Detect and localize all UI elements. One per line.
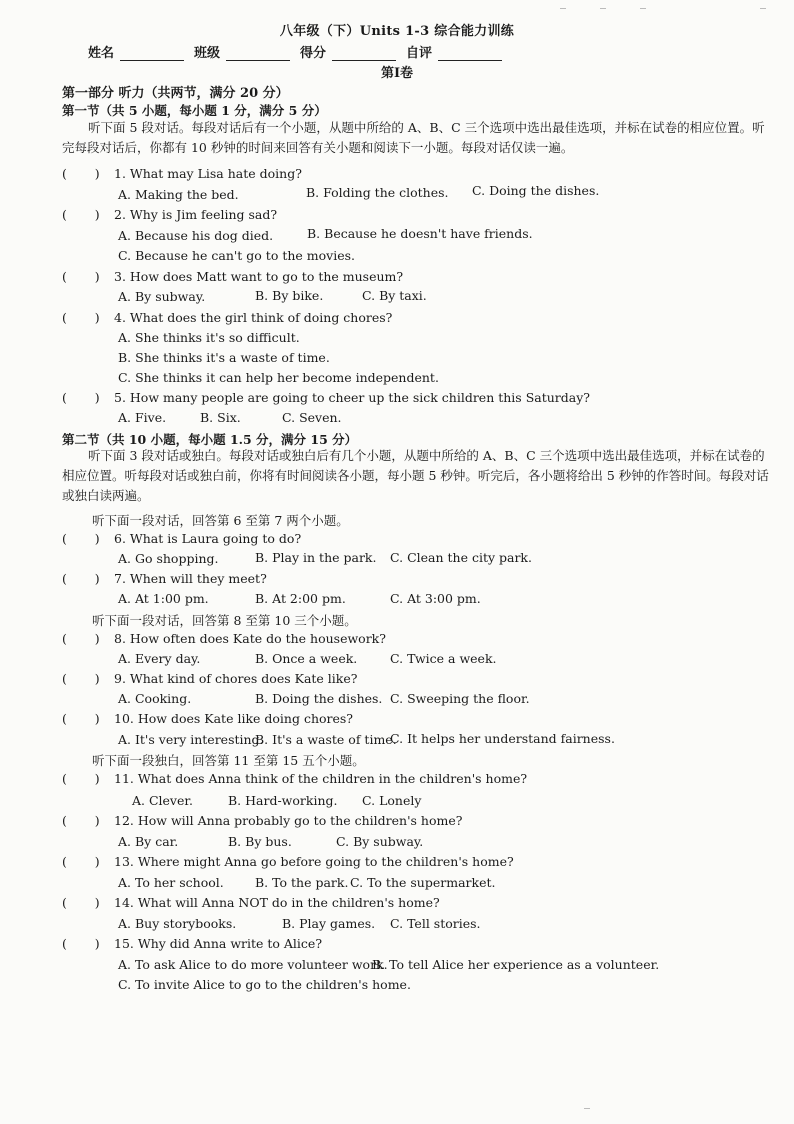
option-c[interactable]: C. Clean the city park. <box>390 550 532 565</box>
option-c[interactable]: C. She thinks it can help her become independent. <box>118 370 439 385</box>
section1-instruction: 听下面 5 段对话。每段对话后有一个小题，从题中所给的 A、B、C 三个选项中选出最佳选项，并标在试卷的相应位置。听完每段对话后，你都有 10 秒钟的时间来回答有关小题和阅读下一小题。每段对话仅读一遍。 <box>62 120 765 155</box>
question-text: 11. What does Anna think of the children in the children's home? <box>114 771 528 786</box>
option-a[interactable]: A. She thinks it's so difficult. <box>118 330 300 345</box>
student-info-row <box>88 42 548 61</box>
option-c[interactable]: C. Sweeping the floor. <box>390 691 530 706</box>
option-a[interactable]: A. Cooking. <box>118 691 192 706</box>
question-text: 9. What kind of chores does Kate like? <box>114 671 358 686</box>
section1-heading: 第一节（共 5 小题，每小题 1 分，满分 5 分） <box>62 103 327 118</box>
option-a[interactable]: A. Buy storybooks. <box>118 916 237 931</box>
section2-heading: 第二节（共 10 小题，每小题 1.5 分，满分 15 分） <box>62 432 358 447</box>
question-text: 3. How does Matt want to go to the museum? <box>114 269 404 284</box>
question-text: 15. Why did Anna write to Alice? <box>114 936 323 951</box>
score-field[interactable]: 得分 <box>300 42 396 61</box>
answer-bracket[interactable]: ( ) <box>62 166 100 181</box>
option-c[interactable]: C. Doing the dishes. <box>472 183 600 198</box>
option-b[interactable]: B. To tell Alice her experience as a volunteer. <box>372 957 660 972</box>
option-c[interactable]: C. It helps her understand fairness. <box>390 731 615 746</box>
answer-bracket[interactable]: ( ) <box>62 671 100 686</box>
option-c[interactable]: C. Seven. <box>282 410 342 425</box>
answer-bracket[interactable]: ( ) <box>62 310 100 325</box>
answer-bracket[interactable]: ( ) <box>62 269 100 284</box>
option-a[interactable]: A. It's very interesting. <box>118 732 264 747</box>
option-b[interactable]: B. Because he doesn't have friends. <box>307 226 533 241</box>
score-blank[interactable] <box>332 46 396 61</box>
answer-bracket[interactable]: ( ) <box>62 571 100 586</box>
option-c[interactable]: C. Tell stories. <box>390 916 481 931</box>
question-text: 5. How many people are going to cheer up the sick children this Saturday? <box>114 390 590 405</box>
question-text: 6. What is Laura going to do? <box>114 531 302 546</box>
scan-speck <box>760 8 766 9</box>
option-b[interactable]: B. By bike. <box>255 288 324 303</box>
answer-bracket[interactable]: ( ) <box>62 813 100 828</box>
answer-bracket[interactable]: ( ) <box>62 895 100 910</box>
option-b[interactable]: B. She thinks it's a waste of time. <box>118 350 330 365</box>
option-c[interactable]: C. Lonely <box>362 793 422 808</box>
question-text: 4. What does the girl think of doing chores? <box>114 310 393 325</box>
self-eval-blank[interactable] <box>438 46 502 61</box>
option-b[interactable]: B. By bus. <box>228 834 292 849</box>
question-text: 14. What will Anna NOT do in the children's home? <box>114 895 440 910</box>
option-b[interactable]: B. Play in the park. <box>255 550 377 565</box>
option-c[interactable]: C. By subway. <box>336 834 424 849</box>
answer-bracket[interactable]: ( ) <box>62 631 100 646</box>
option-a[interactable]: A. Clever. <box>132 793 193 808</box>
option-a[interactable]: A. To her school. <box>118 875 224 890</box>
option-b[interactable]: B. At 2:00 pm. <box>255 591 346 606</box>
option-b[interactable]: B. Six. <box>200 410 241 425</box>
intro-questions-8-10: 听下面一段对话，回答第 8 至第 10 三个小题。 <box>92 613 357 628</box>
intro-questions-6-7: 听下面一段对话，回答第 6 至第 7 两个小题。 <box>92 513 349 528</box>
answer-bracket[interactable]: ( ) <box>62 207 100 222</box>
option-c[interactable]: C. Because he can't go to the movies. <box>118 248 355 263</box>
option-a[interactable]: A. At 1:00 pm. <box>118 591 209 606</box>
answer-bracket[interactable]: ( ) <box>62 936 100 951</box>
option-b[interactable]: B. Folding the clothes. <box>306 185 449 200</box>
option-a[interactable]: A. Five. <box>118 410 167 425</box>
answer-bracket[interactable]: ( ) <box>62 854 100 869</box>
option-a[interactable]: A. By subway. <box>118 289 206 304</box>
answer-bracket[interactable]: ( ) <box>62 771 100 786</box>
class-field[interactable]: 班级 <box>194 42 290 61</box>
worksheet-title: 八年级（下）Units 1-3 综合能力训练 <box>279 24 515 39</box>
option-a[interactable]: A. Because his dog died. <box>118 228 274 243</box>
option-c[interactable]: C. By taxi. <box>362 288 427 303</box>
question-text: 13. Where might Anna go before going to the children's home? <box>114 854 514 869</box>
scan-speck <box>560 8 566 9</box>
option-c[interactable]: C. At 3:00 pm. <box>390 591 481 606</box>
option-b[interactable]: B. Play games. <box>282 916 376 931</box>
option-c[interactable]: C. To the supermarket. <box>350 875 496 890</box>
question-text: 1. What may Lisa hate doing? <box>114 166 302 181</box>
volume-heading: 第Ⅰ卷 <box>380 66 414 81</box>
option-a[interactable]: A. To ask Alice to do more volunteer work. <box>118 957 388 972</box>
option-c[interactable]: C. Twice a week. <box>390 651 497 666</box>
class-blank[interactable] <box>226 46 290 61</box>
answer-bracket[interactable]: ( ) <box>62 711 100 726</box>
option-b[interactable]: B. Once a week. <box>255 651 358 666</box>
option-b[interactable]: B. It's a waste of time. <box>255 732 397 747</box>
section2-instruction: 听下面 3 段对话或独白。每段对话或独白后有几个小题，从题中所给的 A、B、C 三个选项中选出最佳选项，并标在试卷的相应位置。听每段对话或独白前，你将有时间阅读各小题，每小题 5 秒钟。听完后，各小题将给出 5 秒钟的作答时间。每段对话或独白读两遍。 <box>62 448 769 503</box>
question-text: 2. Why is Jim feeling sad? <box>114 207 278 222</box>
option-b[interactable]: B. To the park. <box>255 875 349 890</box>
scan-speck <box>600 8 606 9</box>
answer-bracket[interactable]: ( ) <box>62 390 100 405</box>
option-a[interactable]: A. Go shopping. <box>118 551 219 566</box>
option-a[interactable]: A. Making the bed. <box>118 187 239 202</box>
name-field[interactable]: 姓名 <box>88 42 184 61</box>
self-eval-field[interactable]: 自评 <box>406 42 502 61</box>
part1-heading: 第一部分 听力（共两节，满分 20 分） <box>62 86 289 101</box>
name-blank[interactable] <box>120 46 184 61</box>
question-text: 12. How will Anna probably go to the children's home? <box>114 813 463 828</box>
scan-speck <box>640 8 646 9</box>
option-b[interactable]: B. Doing the dishes. <box>255 691 383 706</box>
option-c[interactable]: C. To invite Alice to go to the children's home. <box>118 977 411 992</box>
answer-bracket[interactable]: ( ) <box>62 531 100 546</box>
question-text: 10. How does Kate like doing chores? <box>114 711 354 726</box>
option-b[interactable]: B. Hard-working. <box>228 793 338 808</box>
scan-speck <box>584 1108 590 1109</box>
question-text: 8. How often does Kate do the housework? <box>114 631 386 646</box>
option-a[interactable]: A. By car. <box>118 834 179 849</box>
option-a[interactable]: A. Every day. <box>118 651 201 666</box>
question-text: 7. When will they meet? <box>114 571 267 586</box>
intro-questions-11-15: 听下面一段独白，回答第 11 至第 15 五个小题。 <box>92 753 365 768</box>
